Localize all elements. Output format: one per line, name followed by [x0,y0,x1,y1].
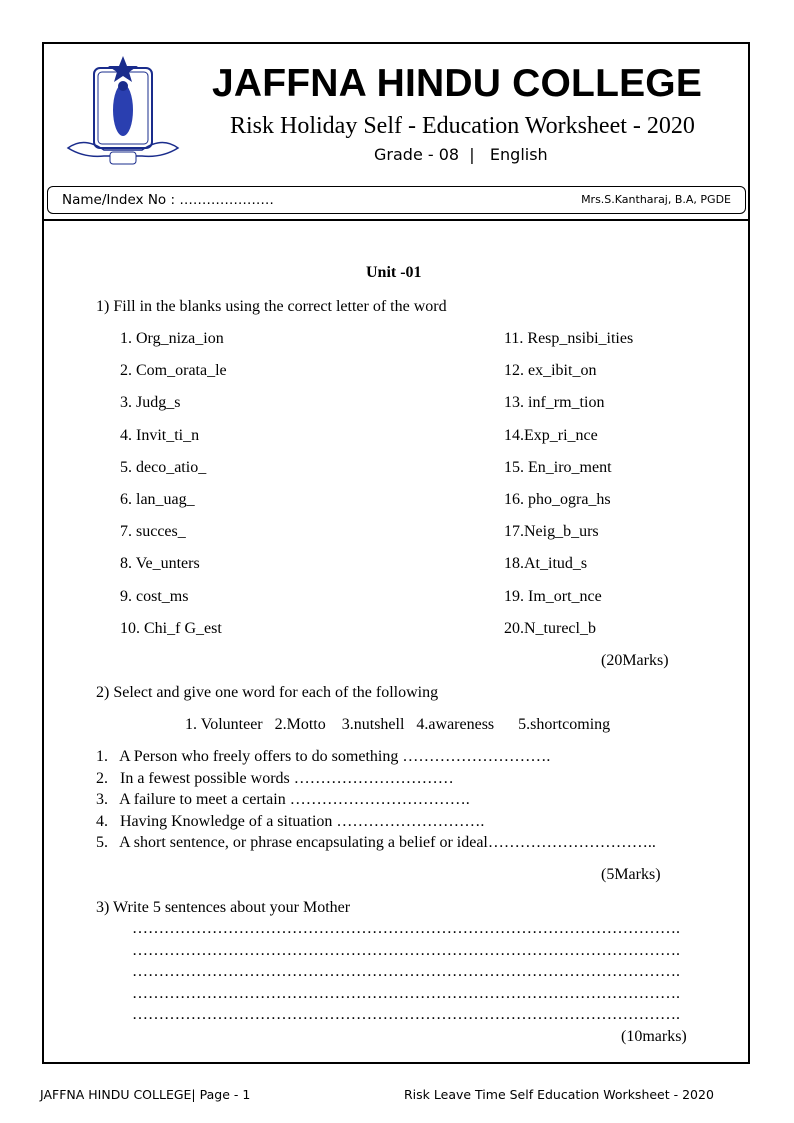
unit-heading: Unit -01 [366,264,422,281]
word-item: 2. Com_orata_le [120,362,227,380]
word-item: 11. Resp_nsibi_ities [504,330,634,347]
definition-item: 1. A Person who freely offers to do something ………………………. [96,748,551,765]
name-index-field[interactable]: Name/Index No : ………………… [62,192,274,208]
header-divider [42,219,750,221]
footer-right: Risk Leave Time Self Education Worksheet - 2020 [404,1087,714,1102]
word-item: 19. Im_ort_nce [504,587,602,605]
answer-line: …………………………………………………………………………………………. [132,963,680,981]
word-item: 16. pho_ogra_hs [504,491,611,508]
word-item: 13. inf_rm_tion [504,394,605,412]
q3-marks: (10marks) [621,1028,687,1045]
footer-left: JAFFNA HINDU COLLEGE| Page - 1 [40,1087,251,1102]
q2-word-bank: 1. Volunteer 2.Motto 3.nutshell 4.awareness 5.shortcoming [185,716,611,733]
word-item: 18.At_itud_s [504,555,588,573]
q3-question: 3) Write 5 sentences about your Mother [96,899,351,916]
definition-item: 4. Having Knowledge of a situation ………………………. [96,812,485,830]
answer-line: …………………………………………………………………………………………. [132,920,680,937]
grade-subject: Grade - 08 | English [374,145,548,164]
definition-item: 2. In a fewest possible words ………………………… [96,769,454,787]
word-item: 1. Org_niza_ion [120,330,224,347]
word-item: 5. deco_atio_ [120,458,207,476]
name-index-box [47,186,746,214]
word-item: 20.N_turecl_b [504,619,596,637]
college-crest-logo [64,50,182,168]
q1-marks: (20Marks) [601,652,669,669]
answer-line: …………………………………………………………………………………………. [132,1006,680,1024]
answer-line: …………………………………………………………………………………………. [132,984,680,1002]
answer-line: …………………………………………………………………………………………. [132,941,680,959]
q1-question: 1) Fill in the blanks using the correct letter of the word [96,298,447,315]
teacher-name: Mrs.S.Kantharaj, B.A, PGDE [581,193,731,206]
q2-question: 2) Select and give one word for each of the following [96,684,439,701]
word-item: 8. Ve_unters [120,555,200,573]
word-item: 14.Exp_ri_nce [504,426,598,444]
q2-marks: (5Marks) [601,866,661,883]
word-item: 9. cost_ms [120,587,189,605]
word-item: 3. Judg_s [120,394,181,412]
definition-item: 5. A short sentence, or phrase encapsulating a belief or ideal………………………….. [96,834,656,851]
word-item: 4. Invit_ti_n [120,426,200,444]
word-item: 6. lan_uag_ [120,491,195,508]
word-item: 17.Neig_b_urs [504,523,599,541]
worksheet-subtitle: Risk Holiday Self - Education Worksheet - 2020 [230,113,695,139]
college-title: JAFFNA HINDU COLLEGE [212,62,703,105]
word-item: 7. succes_ [120,523,186,541]
word-item: 15. En_iro_ment [504,458,612,476]
word-item: 10. Chi_f G_est [120,619,222,637]
word-item: 12. ex_ibit_on [504,362,597,380]
definition-item: 3. A failure to meet a certain ……………………………. [96,791,470,808]
